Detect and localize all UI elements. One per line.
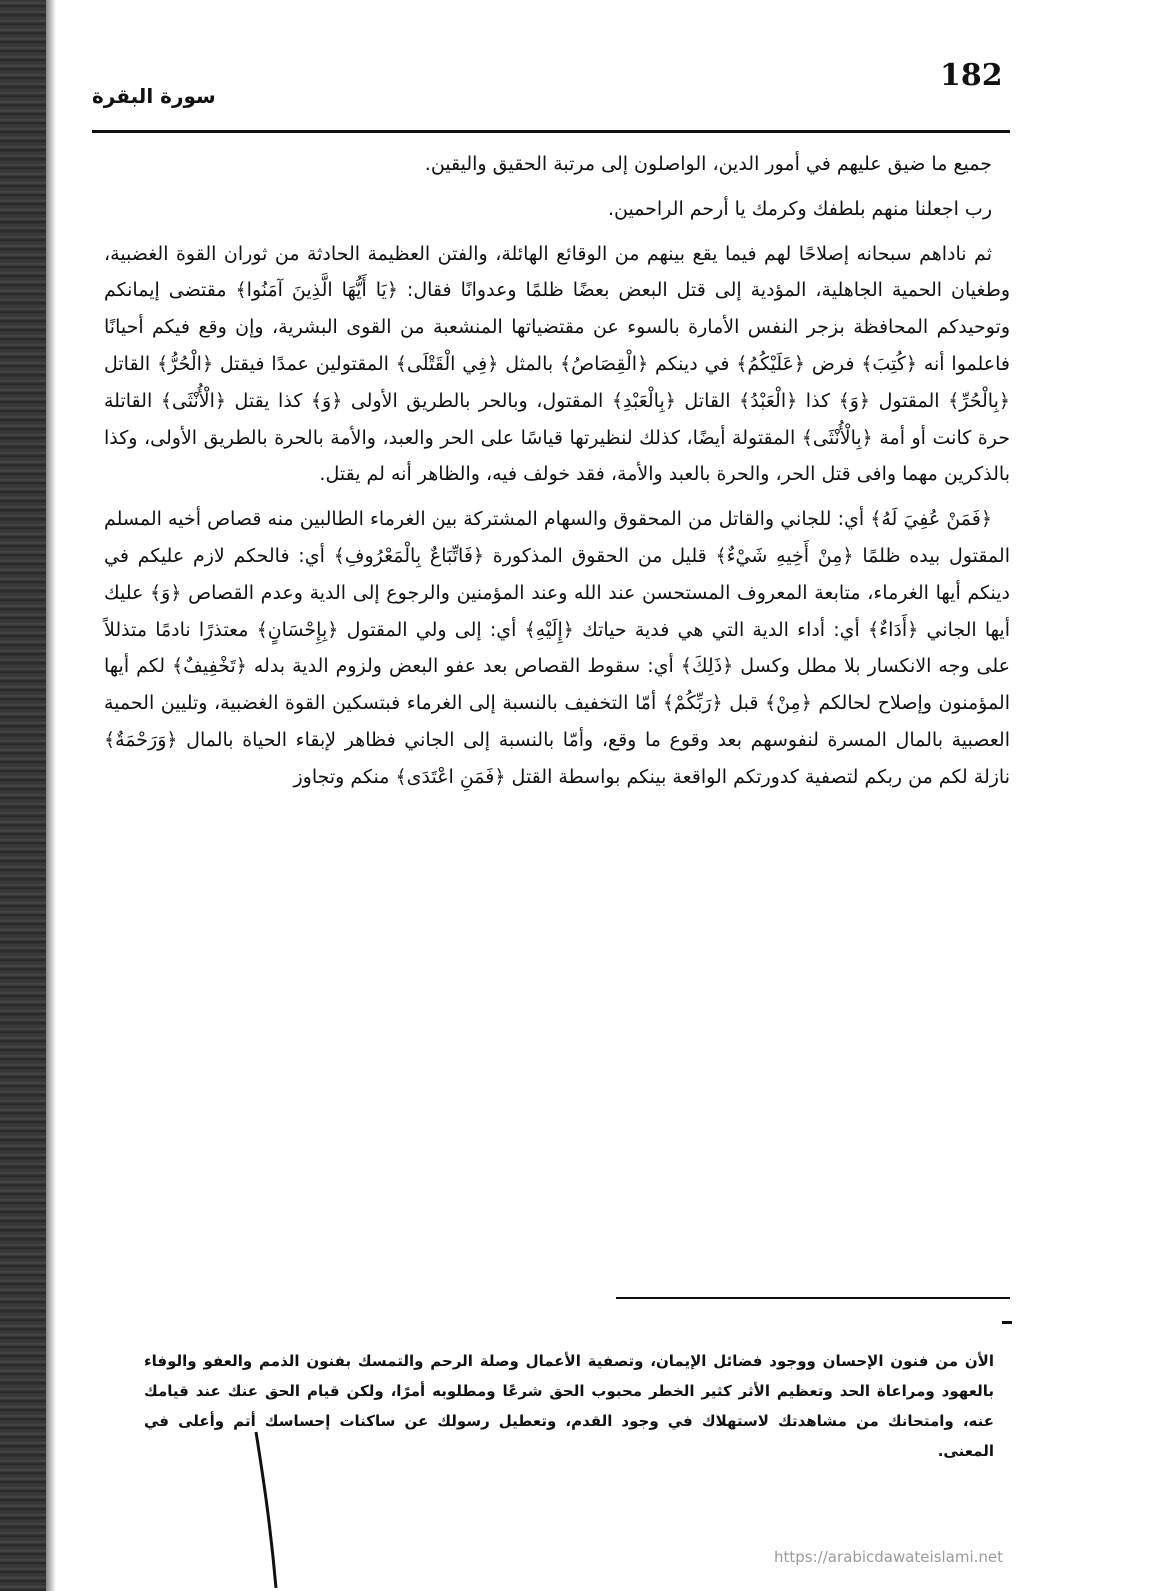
- page-number: 182: [940, 58, 1003, 93]
- paragraph-4: ﴿فَمَنْ عُفِيَ لَهُ﴾ أي: للجاني والقاتل من المحقوق والسهام المشتركة بين الغرماء الطالبين منه قصاص أخيه المسلم المقتول بيده ظلمًا ﴿مِنْ أَخِيهِ شَيْءٌ﴾ قليل من الحقوق المذكورة ﴿فَاتِّبَاعٌ بِالْمَعْرُوفِ﴾ أي: فالحكم لازم عليكم في دينكم أيها الغرماء، متابعة المعروف المستحسن عند الله وعند المؤمنين والرجوع إلى الدية وعدم القصاص ﴿وَ﴾ عليك أيها الجاني ﴿أَدَاءٌ﴾ أي: أداء الدية التي هي فدية حياتك ﴿إِلَيْهِ﴾ أي: إلى ولي المقتول ﴿بِإِحْسَانٍ﴾ معتذرًا نادمًا متذللاً على وجه الانكسار بلا مطل وكسل ﴿ذَلِكَ﴾ أي: سقوط القصاص بعد عفو البعض ولزوم الدية بدله ﴿تَخْفِيفٌ﴾ لكم أيها المؤمنون وإصلاح لحالكم ﴿مِنْ﴾ قبل ﴿رَبِّكُمْ﴾ أمّا التخفيف بالنسبة إلى الغرماء فبتسكين القوة الغضبية، وتليين الحمية العصبية بالمال المسرة لنفوسهم بعد وقوع ما وقع، وأمّا بالنسبة إلى الجاني فظاهر لإبقاء الحياة بالمال ﴿وَرَحْمَةٌ﴾ نازلة لكم من ربكم لتصفية كدورتكم الواقعة بينكم بواسطة القتل ﴿فَمَنِ اعْتَدَى﴾ منكم وتجاوز: [104, 508, 1010, 788]
- header-divider: [92, 130, 1010, 133]
- paragraph-2: رب اجعلنا منهم بلطفك وكرمك يا أرحم الراحمين.: [607, 197, 992, 220]
- main-text-block: [104, 146, 1010, 796]
- handwritten-pen-stroke: [250, 1430, 290, 1591]
- footnote-marker: [1002, 1321, 1012, 1324]
- scan-shadow-edge: [0, 0, 46, 1591]
- paragraph-1: جميع ما ضيق عليهم في أمور الدين، الواصلون إلى مرتبة الحقيق واليقين.: [424, 153, 992, 175]
- footnote-text: الأن من فنون الإحسان ووجود فضائل الإيمان، وتصفية الأعمال وصلة الرحم والتمسك بفنون الذمم والعفو والوفاء بالعهود ومراعاة الحد وتعظيم الأثر كثير الخطر محبوب الحق شرعًا ومطلوبه أمرًا، ولكن قيام الحق عنك عند قيامك عنه، وامتحانك من مشاهدتك لاستهلاك في وجود القدم، وتعطيل رسولك عن ساكنات إحساسك أتم وأعلى في المعنى.: [144, 1352, 994, 1460]
- paragraph-3: ثم ناداهم سبحانه إصلاحًا لهم فيما يقع بينهم من الوقائع الهائلة، والفتن العظيمة الحادثة من ثوران القوة الغضبية، وطغيان الحمية الجاهلية، المؤدية إلى قتل البعض بعضًا ظلمًا وعدوانًا فقال: ﴿يَا أَيُّهَا الَّذِينَ آمَنُوا﴾ مقتضى إيمانكم وتوحيدكم المحافظة بزجر النفس الأمارة بالسوء عن مقتضياتها المنشعبة من القوى البشرية، وإن وقع فيكم أحيانًا فاعلموا أنه ﴿كُتِبَ﴾ فرض ﴿عَلَيْكُمُ﴾ في دينكم ﴿الْقِصَاصُ﴾ بالمثل ﴿فِي الْقَتْلَى﴾ المقتولين عمدًا فيقتل ﴿الْحُرُّ﴾ القاتل ﴿بِالْحُرِّ﴾ المقتول ﴿وَ﴾ كذا ﴿الْعَبْدُ﴾ القاتل ﴿بِالْعَبْدِ﴾ المقتول، وبالحر بالطريق الأولى ﴿وَ﴾ كذا يقتل ﴿الْأُنْثَى﴾ القاتلة حرة كانت أو أمة ﴿بِالْأُنْثَى﴾ المقتولة أيضًا، كذلك لنظيرتها قياسًا على الحر والعبد، والأمة بالحرة بالطريق الأولى، وكذا بالذكرين مهما وافى قتل الحر، والحرة بالعبد والأمة، فقد خولف فيه، والظاهر أنه لم يقتل.: [104, 242, 1010, 486]
- footnote-divider: [616, 1297, 1010, 1299]
- scan-shadow-gradient: [46, 0, 56, 1591]
- surah-title: سورة البقرة: [92, 84, 216, 108]
- watermark-url: https://arabicdawateislami.net: [774, 1548, 1004, 1566]
